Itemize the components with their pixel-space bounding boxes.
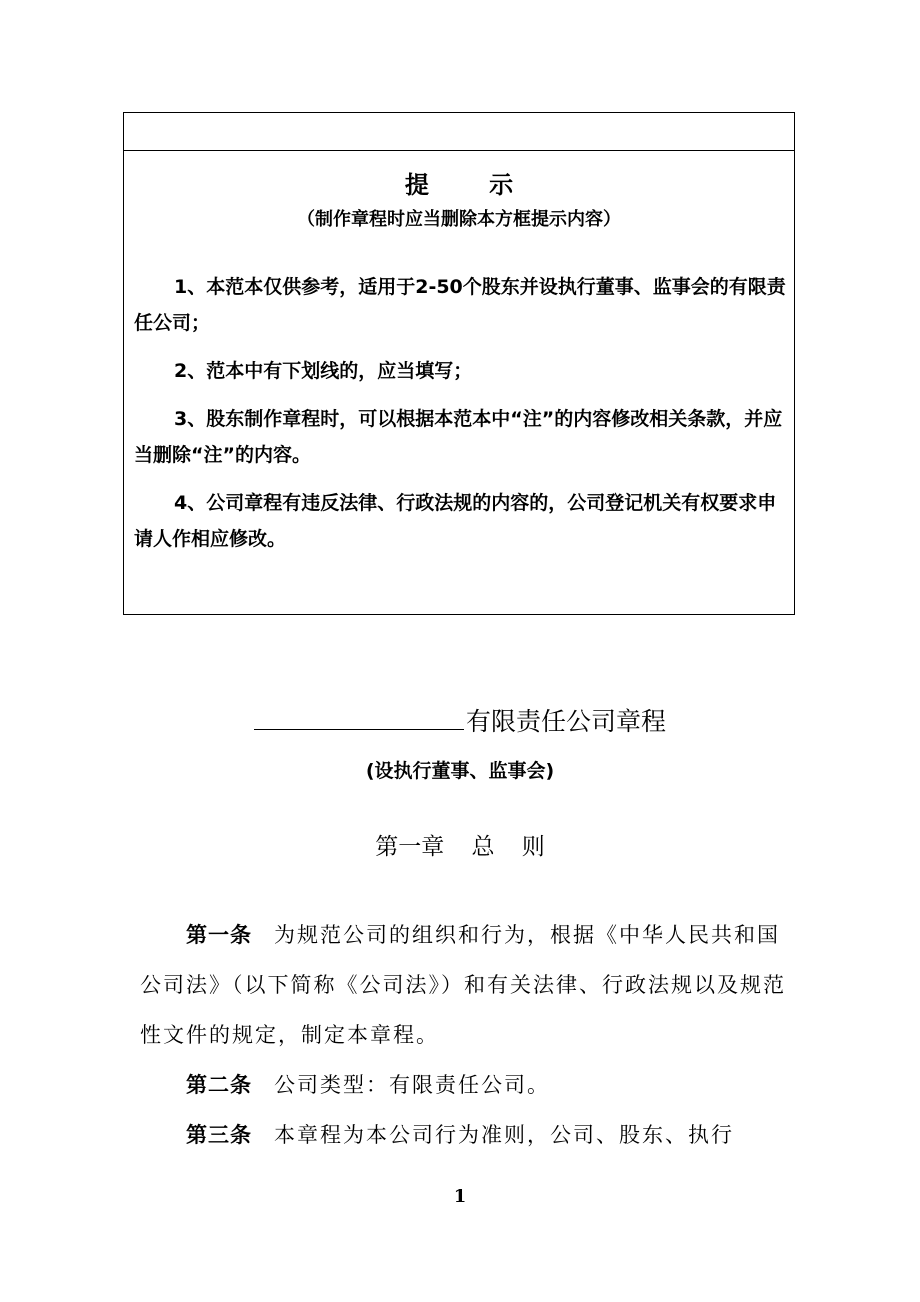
hint-title: 提 示 [404, 171, 540, 199]
hint-item: 1、本范本仅供参考，适用于2-50个股东并设执行董事、监事会的有限责任公司； [134, 276, 786, 334]
hint-items [134, 269, 786, 569]
document-title [0, 702, 920, 738]
article-text: 本章程为本公司行为准则，公司、股东、执行 [274, 1123, 734, 1147]
hint-item: 4、公司章程有违反法律、行政法规的内容的，公司登记机关有权要求申请人作相应修改。 [134, 492, 777, 550]
hint-box [123, 112, 795, 615]
company-name-blank[interactable] [254, 703, 464, 730]
article-label: 第二条 [186, 1073, 252, 1097]
article-text: 为规范公司的组织和行为，根据《中华人民共和国公司法》（以下简称《公司法》）和有关法律、行政法规以及规范性文件的规定，制定本章程。 [140, 923, 786, 1047]
article-1 [140, 910, 790, 1060]
document-title-text: 有限责任公司章程 [465, 707, 666, 736]
chapter-heading: 第一章 总 则 [375, 834, 545, 860]
article-3 [140, 1110, 790, 1160]
hint-item: 3、股东制作章程时，可以根据本范本中“注”的内容修改相关条款，并应当删除“注”的内容。 [134, 408, 783, 466]
page-number: 1 [453, 1186, 467, 1207]
article-label: 第三条 [186, 1123, 252, 1147]
document-subtitle: (设执行董事、监事会) [365, 760, 555, 782]
hint-box-top-row [124, 113, 794, 151]
article-text: 公司类型：有限责任公司。 [274, 1073, 550, 1097]
hint-item: 2、范本中有下划线的，应当填写； [174, 360, 473, 382]
articles [140, 910, 790, 1160]
hint-subtitle: （制作章程时应当删除本方框提示内容） [297, 209, 621, 230]
article-2 [140, 1060, 790, 1110]
article-label: 第一条 [186, 923, 252, 947]
